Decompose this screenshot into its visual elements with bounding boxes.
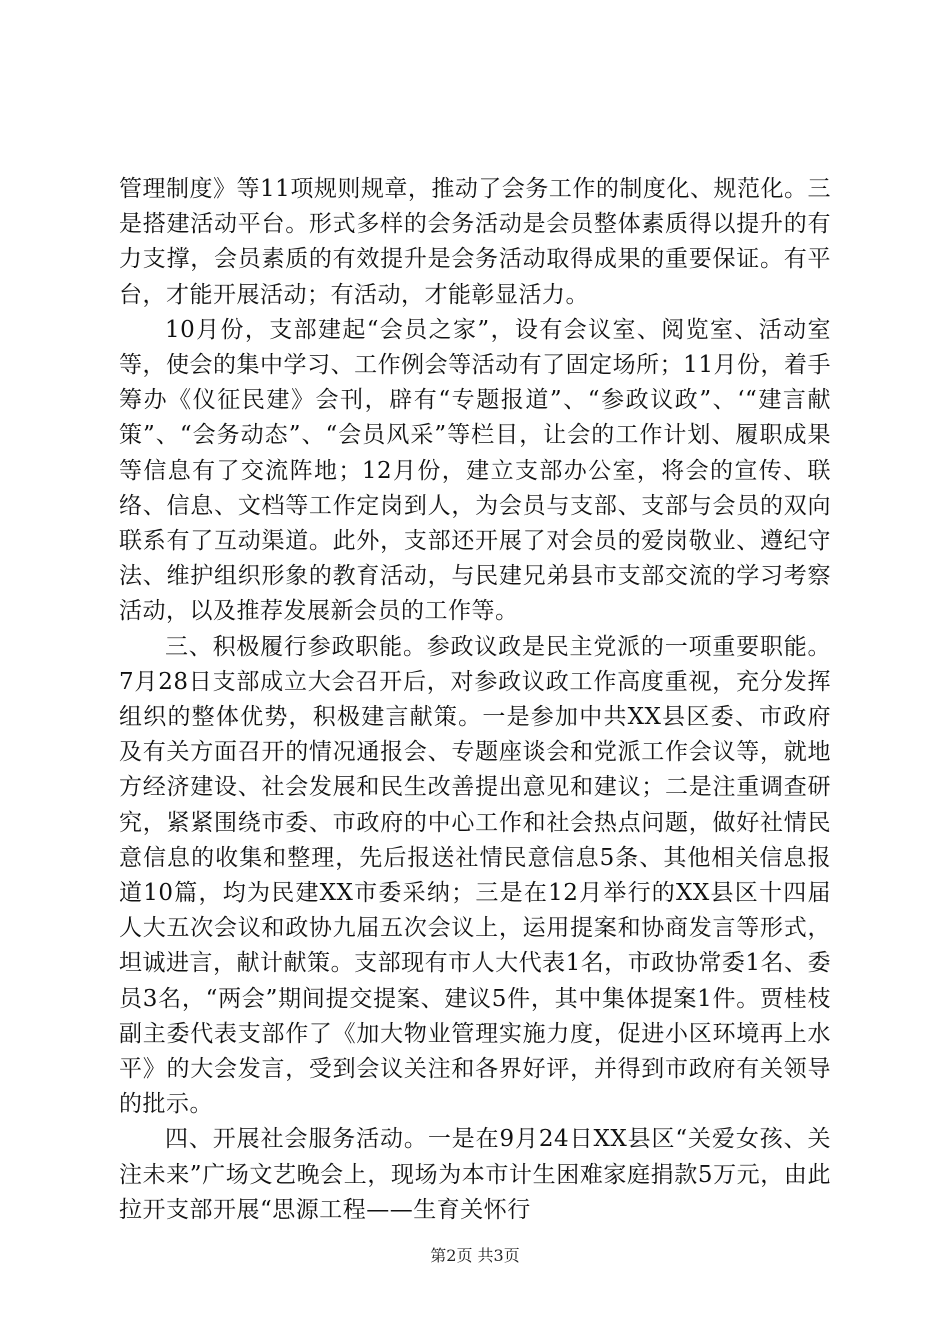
paragraph-3: 三、积极履行参政职能。参政议政是民主党派的一项重要职能。7月28日支部成立大会召开后，对参政议政工作高度重视，充分发挥组织的整体优势，积极建言献策。一是参加中共XX县区委、市政府及有关方面召开的情况通报会、专题座谈会和党派工作会议等，就地方经济建设、社会发展和民生改善提出意见和建议；二是注重调查研究，紧紧围绕市委、市政府的中心工作和社会热点问题，做好社情民意信息的收集和整理，先后报送社情民意信息5条、其他相关信息报道10篇，均为民建XX市委采纳；三是在12月举行的XX县区十四届人大五次会议和政协九届五次会议上，运用提案和协商发言等形式，坦诚进言，献计献策。支部现有市人大代表1名，市政协常委1名、委员3名，“两会”期间提交提案、建议5件，其中集体提案1件。贾桂枝副主委代表支部作了《加大物业管理实施力度，促进小区环境再上水平》的大会发言，受到会议关注和各界好评，并得到市政府有关领导的批示。 [119, 633, 831, 1118]
page-number-footer: 第2页 共3页 [430, 1246, 520, 1265]
paragraph-1: 管理制度》等11项规则规章，推动了会务工作的制度化、规范化。三是搭建活动平台。形式多样的会务活动是会员整体素质得以提升的有力支撑，会员素质的有效提升是会务活动取得成果的重要保证。有平台，才能开展活动；有活动，才能彰显活力。 [119, 176, 831, 308]
paragraph-4: 四、开展社会服务活动。一是在9月24日XX县区“关爱女孩、关注未来”广场文艺晚会上，现场为本市计生困难家庭捐款5万元，由此拉开支部开展“思源工程——生育关怀行 [119, 1126, 831, 1223]
body-text [119, 172, 831, 1228]
paragraph-2: 10月份，支部建起“会员之家”，设有会议室、阅览室、活动室等，使会的集中学习、工作例会等活动有了固定场所；11月份，着手筹办《仪征民建》会刊，辟有“专题报道”、“参政议政”、‘“建言献策”、“会务动态”、“会员风采”等栏目，让会的工作计划、履职成果等信息有了交流阵地；12月份，建立支部办公室，将会的宣传、联络、信息、文档等工作定岗到人，为会员与支部、支部与会员的双向联系有了互动渠道。此外，支部还开展了对会员的爱岗敬业、遵纪守法、维护组织形象的教育活动，与民建兄弟县市支部交流的学习考察活动，以及推荐发展新会员的工作等。 [119, 316, 831, 625]
